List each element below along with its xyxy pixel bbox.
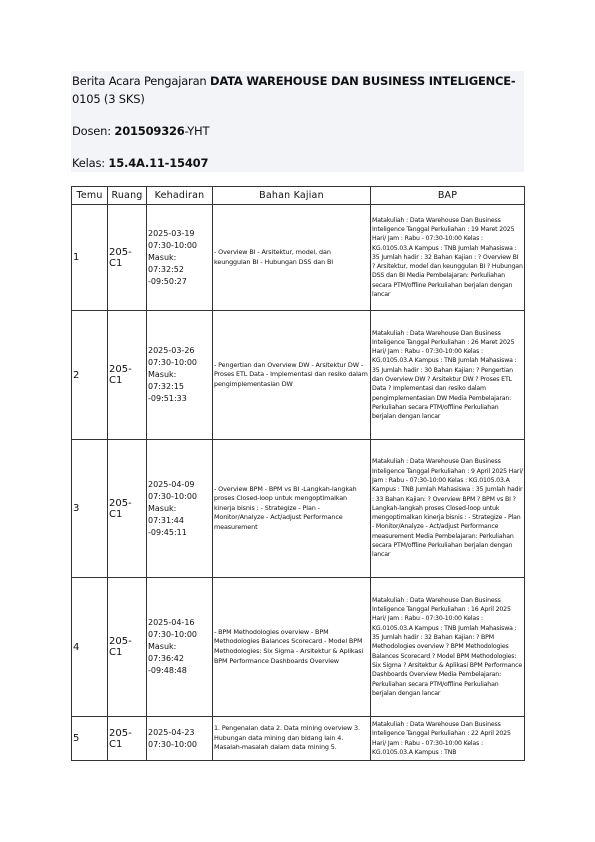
attendance-keluar: -09:48:48 xyxy=(148,666,187,675)
table-row xyxy=(72,578,525,717)
dosen-suffix: -YHT xyxy=(184,124,210,138)
cell-ruang: 205-C1 xyxy=(108,311,147,440)
attendance-keluar: -09:51:33 xyxy=(148,394,187,403)
table-row xyxy=(72,205,525,311)
cell-temu: 1 xyxy=(72,205,108,311)
cell-kehadiran xyxy=(147,205,213,311)
course-name: DATA WAREHOUSE DAN BUSINESS INTELIGENCE- xyxy=(209,74,516,88)
dosen-line xyxy=(72,123,209,139)
cell-bap: Matakuliah : Data Warehouse Dan Business Inteligence Tanggal Perkuliahan : 22 April 2025 Hari/ Jam : Rabu - 07:30-10:00 Kelas : KG.0105.03.A Kampus : TNB xyxy=(371,717,525,761)
attendance-masuk: Masuk: 07:32:15 xyxy=(148,370,184,391)
attendance-keluar: -09:45:11 xyxy=(148,527,187,537)
cell-kehadiran xyxy=(147,717,213,761)
header-temu: Temu xyxy=(72,187,108,205)
attendance-date: 2025-04-09 xyxy=(148,479,195,489)
cell-bahan-kajian: - Overview BI - Arsitektur, model, dan keunggulan BI - Hubungan DSS dan BI xyxy=(213,205,371,311)
header-bahan-kajian: Bahan Kajian xyxy=(213,187,371,205)
table-header-row xyxy=(72,187,525,205)
document-header xyxy=(71,71,524,172)
attendance-masuk: Masuk: 07:31:44 xyxy=(148,503,184,525)
cell-kehadiran xyxy=(147,311,213,440)
cell-temu: 5 xyxy=(72,717,108,761)
cell-bahan-kajian: - Pengertian dan Overview DW - Arsitektur DW - Proses ETL Data - Implementasi dan resiko dalam pengimplementasian DW xyxy=(213,311,371,440)
dosen-id: 201509326 xyxy=(114,124,185,138)
attendance-time: 07:30-10:00 xyxy=(148,358,197,367)
cell-bahan-kajian: 1. Pengenalan data 2. Data mining overview 3. Hubungan data mining dan bidang lain 4. Masalah-masalah dalam data mining 5. xyxy=(213,717,371,761)
attendance-date: 2025-03-19 xyxy=(148,228,195,238)
attendance-table xyxy=(71,186,525,761)
cell-bap: Matakuliah : Data Warehouse Dan Business Inteligence Tanggal Perkuliahan : 16 April 2025 Hari/ Jam : Rabu - 07:30-10:00 Kelas : KG.0105.03.A Kampus : TNB Jumlah Mahasiswa : 35 Jumlah hadir : 32 Bahan Kajian: ? BPM Methodologies overview ? BPM Methodologies Balances Scorecard ? Model BPM Methodologies: Six Sigma ? Arsitektur & Aplikasi BPM Performance Dashboards Overview Media Pembelajaran: Perkuliahan secara PTM/offline Perkuliahan berjalan dengan lancar xyxy=(371,578,525,717)
header-ruang: Ruang xyxy=(108,187,147,205)
table-row xyxy=(72,440,525,578)
cell-bap: Matakuliah : Data Warehouse Dan Business Inteligence Tanggal Perkuliahan : 26 Maret 2025 Hari/ Jam : Rabu - 07:30-10:00 Kelas : KG.0105.03.A Kampus : TNB Jumlah Mahasiswa : 35 Jumlah hadir : 30 Bahan Kajian: ? Pengertian dan Overview DW ? Arsitektur DW ? Proses ETL Data ? Implementasi dan resiko dalam pengimplementasian DW Media Pembelajaran: Perkuliahan secara PTM/offline Perkuliahan berjalan dengan lancar xyxy=(371,311,525,440)
attendance-time: 07:30-10:00 xyxy=(148,491,197,501)
cell-ruang: 205-C1 xyxy=(108,578,147,717)
cell-temu: 2 xyxy=(72,311,108,440)
table-row xyxy=(72,717,525,761)
attendance-masuk: Masuk: 07:32:52 xyxy=(148,252,184,274)
course-code: 0105 (3 SKS) xyxy=(72,92,145,106)
title-prefix: Berita Acara Pengajaran xyxy=(72,74,210,88)
kelas-label: Kelas: xyxy=(72,156,109,170)
attendance-date: 2025-04-23 xyxy=(148,727,195,737)
header-kehadiran: Kehadiran xyxy=(147,187,213,205)
attendance-date: 2025-04-16 xyxy=(148,618,195,627)
cell-kehadiran xyxy=(147,440,213,578)
attendance-time: 07:30-10:00 xyxy=(148,240,197,250)
cell-bap: Matakuliah : Data Warehouse Dan Business Inteligence Tanggal Perkuliahan : 9 April 2025 Hari/ Jam : Rabu - 07:30-10:00 Kelas : KG.0105.03.A Kampus : TNB Jumlah Mahasiswa : 35 Jumlah hadir : 33 Bahan Kajian: ? Overview BPM ? BPM vs BI ? Langkah-langkah proses Closed-loop untuk mengoptimalkan kinerja bisnis : - Strategize - Plan - Monitor/Analyze - Act/adjust Performance measurement Media Pembelajaran: Perkuliahan secara PTM/offline Perkuliahan berjalan dengan lancar xyxy=(371,440,525,578)
cell-bahan-kajian: - Overview BPM - BPM vs BI -Langkah-langkah proses Closed-loop untuk mengoptimalkan kinerja bisnis : - Strategize - Plan - Monitor/Analyze - Act/adjust Performance measurement xyxy=(213,440,371,578)
cell-temu: 3 xyxy=(72,440,108,578)
header-bap: BAP xyxy=(371,187,525,205)
kelas-line xyxy=(72,155,208,171)
attendance-masuk: Masuk: 07:36:42 xyxy=(148,642,184,663)
cell-ruang: 205-C1 xyxy=(108,717,147,761)
cell-ruang: 205-C1 xyxy=(108,205,147,311)
kelas-value: 15.4A.11-15407 xyxy=(108,156,209,170)
cell-bahan-kajian: - BPM Methodologies overview - BPM Methodologies Balances Scorecard - Model BPM Methodologies: Six Sigma - Arsitektur & Aplikasi BPM Performance Dashboards Overview xyxy=(213,578,371,717)
cell-kehadiran xyxy=(147,578,213,717)
cell-temu: 4 xyxy=(72,578,108,717)
title-line xyxy=(72,73,516,89)
cell-bap: Matakuliah : Data Warehouse Dan Business Inteligence Tanggal Perkuliahan : 19 Maret 2025 Hari/ Jam : Rabu - 07:30-10:00 Kelas : KG.0105.03.A Kampus : TNB Jumlah Mahasiswa : 35 Jumlah hadir : 32 Bahan Kajian : ? Overview BI ? Arsitektur, model dan keunggulan BI ? Hubungan DSS dan BI Media Pembelajaran: Perkuliahan secara PTM/offline Perkuliahan berjalan dengan lancar xyxy=(371,205,525,311)
table-row xyxy=(72,311,525,440)
cell-ruang: 205-C1 xyxy=(108,440,147,578)
dosen-label: Dosen: xyxy=(72,124,115,138)
attendance-time: 07:30-10:00 xyxy=(148,630,197,639)
attendance-keluar: -09:50:27 xyxy=(148,276,187,286)
attendance-time: 07:30-10:00 xyxy=(148,739,197,749)
attendance-date: 2025-03-26 xyxy=(148,346,195,355)
